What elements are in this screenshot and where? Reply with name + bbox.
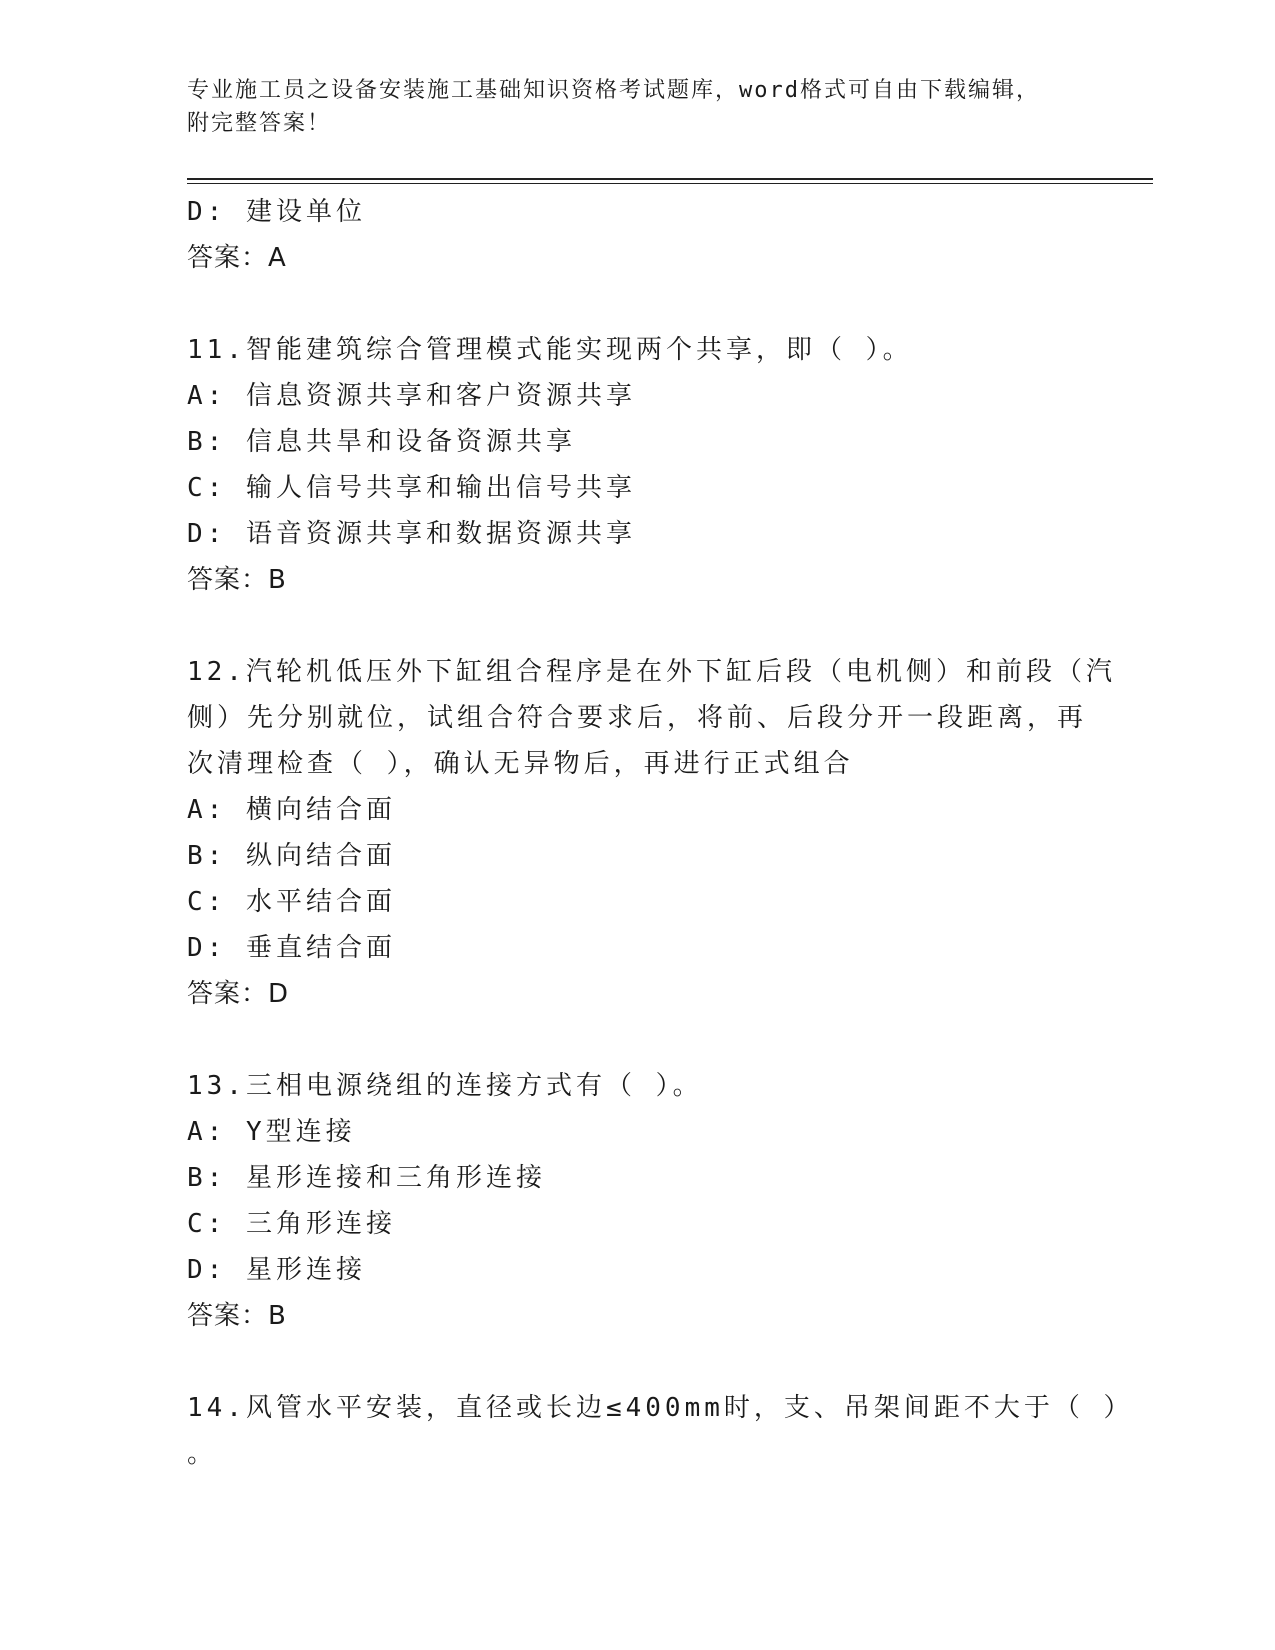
answer: 答案：B bbox=[187, 565, 287, 595]
question-stem-line: 次清理检查（ ），确认无异物后，再进行正式组合 bbox=[187, 749, 854, 779]
option-a: A: Y型连接 bbox=[187, 1117, 356, 1147]
spacer bbox=[187, 603, 1107, 649]
question-list bbox=[187, 189, 1134, 1477]
option-d: D: 建设单位 bbox=[187, 197, 366, 227]
option-d: D: 星形连接 bbox=[187, 1255, 366, 1285]
option-c: C: 三角形连接 bbox=[187, 1209, 396, 1239]
question-stem: 13.三相电源绕组的连接方式有（ ）。 bbox=[187, 1071, 703, 1101]
header-line-2: 附完整答案！ bbox=[187, 111, 332, 136]
option-b: B: 纵向结合面 bbox=[187, 841, 396, 871]
question-stem-line: 14.风管水平安装，直径或长边≤400mm时，支、吊架间距不大于（ ） bbox=[187, 1393, 1134, 1423]
question-stem: 11.智能建筑综合管理模式能实现两个共享，即（ ）。 bbox=[187, 335, 913, 365]
answer: 答案：A bbox=[187, 243, 287, 273]
option-d: D: 语音资源共享和数据资源共享 bbox=[187, 519, 636, 549]
page-header bbox=[187, 74, 1067, 140]
question-stem-line: 。 bbox=[187, 1439, 218, 1469]
option-b: B: 信息共旱和设备资源共享 bbox=[187, 427, 576, 457]
option-c: C: 水平结合面 bbox=[187, 887, 396, 917]
spacer bbox=[187, 1339, 1107, 1385]
option-a: A: 横向结合面 bbox=[187, 795, 396, 825]
header-line-1: 专业施工员之设备安装施工基础知识资格考试题库，word格式可自由下载编辑， bbox=[187, 78, 1040, 103]
option-d: D: 垂直结合面 bbox=[187, 933, 396, 963]
question-stem-line: 侧）先分别就位，试组合符合要求后，将前、后段分开一段距离，再 bbox=[187, 703, 1088, 733]
spacer bbox=[187, 281, 1107, 327]
header-divider-thin bbox=[187, 183, 1153, 184]
option-c: C: 输人信号共享和输出信号共享 bbox=[187, 473, 636, 503]
answer: 答案：B bbox=[187, 1301, 287, 1331]
option-b: B: 星形连接和三角形连接 bbox=[187, 1163, 546, 1193]
spacer bbox=[187, 1017, 1107, 1063]
option-a: A: 信息资源共享和客户资源共享 bbox=[187, 381, 636, 411]
header-divider bbox=[187, 178, 1153, 180]
answer: 答案：D bbox=[187, 979, 290, 1009]
question-stem-line: 12.汽轮机低压外下缸组合程序是在外下缸后段（电机侧）和前段（汽 bbox=[187, 657, 1116, 687]
